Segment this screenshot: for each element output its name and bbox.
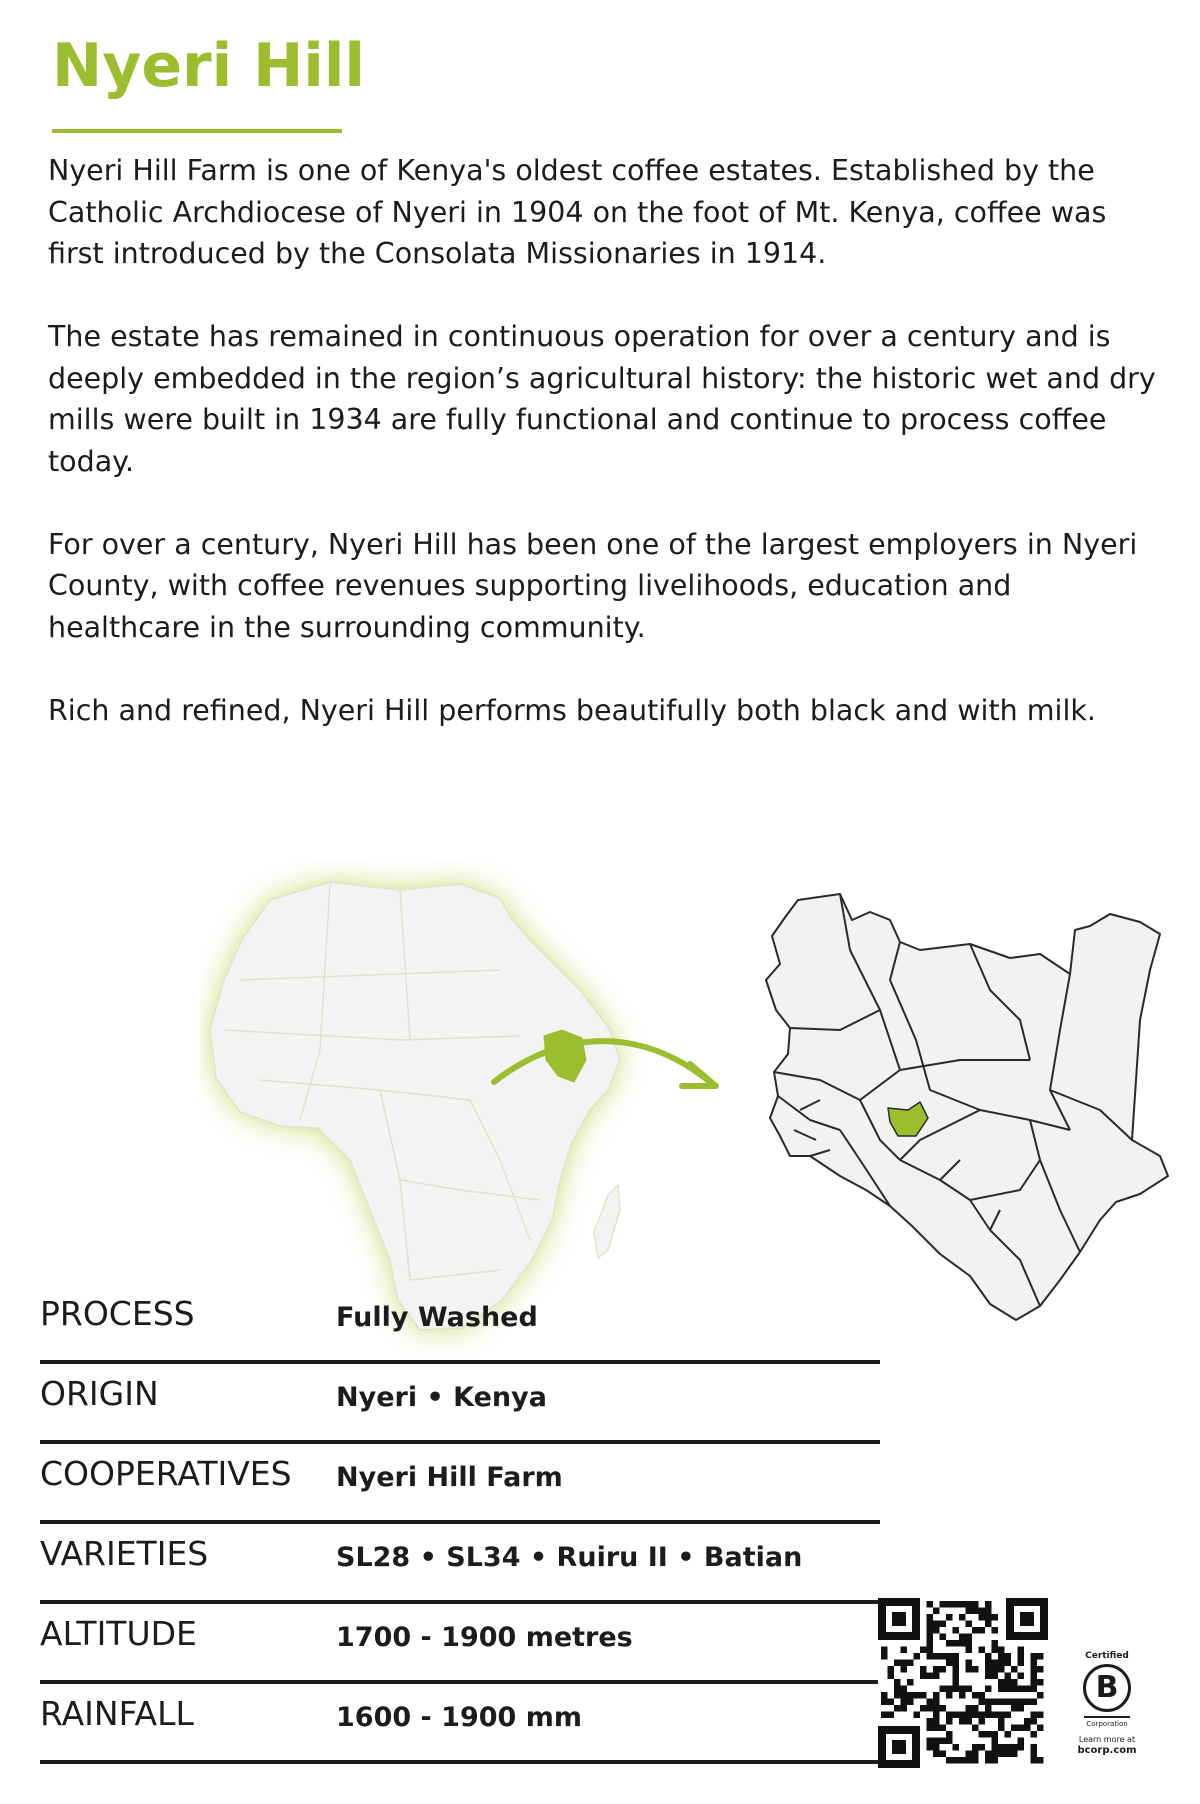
qr-module <box>1024 1718 1031 1725</box>
qr-module <box>927 1614 934 1621</box>
qr-module <box>953 1640 960 1647</box>
qr-module <box>972 1627 979 1634</box>
qr-module <box>907 1692 914 1699</box>
qr-module <box>979 1718 986 1725</box>
spec-value-varieties: SL28 • SL34 • Ruiru II • Batian <box>336 1542 803 1573</box>
qr-module <box>998 1660 1005 1667</box>
spec-row-varieties <box>40 1526 880 1604</box>
qr-module <box>933 1621 940 1628</box>
qr-module <box>979 1627 986 1634</box>
qr-module <box>927 1738 934 1745</box>
spec-row-rainfall <box>40 1686 880 1764</box>
qr-module <box>920 1673 927 1680</box>
intro-paragraph-3: For over a century, Nyeri Hill has been one of the largest employers in Nyeri County, with coffee revenues supporting livelihoods, education and healthcare in the surrounding community. <box>48 527 1138 644</box>
qr-module <box>992 1751 999 1758</box>
qr-module <box>888 1673 895 1680</box>
qr-module <box>1037 1692 1044 1699</box>
spec-row-origin <box>40 1366 880 1444</box>
qr-module <box>901 1705 908 1712</box>
qr-module <box>946 1712 953 1719</box>
qr-module <box>972 1608 979 1615</box>
qr-module <box>1011 1699 1018 1706</box>
qr-module <box>1037 1679 1044 1686</box>
qr-module <box>1031 1660 1038 1667</box>
qr-module <box>985 1699 992 1706</box>
qr-module <box>933 1712 940 1719</box>
qr-module <box>972 1601 979 1608</box>
qr-module <box>1018 1647 1025 1654</box>
qr-module <box>966 1608 973 1615</box>
qr-module <box>972 1751 979 1758</box>
qr-module <box>914 1692 921 1699</box>
qr-module <box>1031 1718 1038 1725</box>
qr-module <box>933 1718 940 1725</box>
spec-label-rainfall: RAINFALL <box>40 1694 194 1733</box>
qr-module <box>940 1601 947 1608</box>
qr-module <box>881 1712 888 1719</box>
qr-module <box>1018 1673 1025 1680</box>
page-title: Nyeri Hill <box>52 31 365 101</box>
qr-module <box>1024 1686 1031 1693</box>
qr-module <box>979 1614 986 1621</box>
qr-module <box>1031 1653 1038 1660</box>
qr-module <box>1031 1744 1038 1751</box>
qr-module <box>953 1744 960 1751</box>
qr-module <box>992 1647 999 1654</box>
qr-module <box>907 1699 914 1706</box>
qr-module <box>985 1666 992 1673</box>
qr-module <box>998 1712 1005 1719</box>
qr-module <box>881 1653 888 1660</box>
kenya-map <box>766 894 1168 1320</box>
qr-module <box>946 1738 953 1745</box>
qr-module <box>985 1614 992 1621</box>
qr-module <box>907 1660 914 1667</box>
qr-module <box>1018 1725 1025 1732</box>
qr-module <box>1018 1686 1025 1693</box>
qr-module <box>985 1621 992 1628</box>
spec-row-process <box>40 1286 880 1364</box>
qr-module <box>888 1666 895 1673</box>
qr-module <box>1005 1751 1012 1758</box>
qr-module <box>966 1634 973 1641</box>
qr-module <box>1031 1699 1038 1706</box>
qr-module <box>946 1660 953 1667</box>
qr-module <box>901 1699 908 1706</box>
qr-module <box>946 1601 953 1608</box>
qr-module <box>927 1725 934 1732</box>
qr-module <box>1031 1666 1038 1673</box>
qr-module <box>953 1601 960 1608</box>
bcorp-learn-more: Learn more at <box>1078 1735 1136 1744</box>
qr-module <box>966 1647 973 1654</box>
qr-module <box>927 1673 934 1680</box>
qr-module <box>927 1601 934 1608</box>
bcorp-divider <box>1084 1716 1130 1718</box>
qr-module <box>914 1653 921 1660</box>
qr-module <box>940 1653 947 1660</box>
qr-module <box>985 1757 992 1764</box>
qr-module <box>992 1731 999 1738</box>
qr-module <box>940 1705 947 1712</box>
qr-module <box>959 1692 966 1699</box>
spec-label-altitude: ALTITUDE <box>40 1614 197 1653</box>
qr-module <box>966 1640 973 1647</box>
qr-module <box>1011 1666 1018 1673</box>
bcorp-logo-icon <box>1062 1650 1152 1760</box>
qr-module <box>946 1614 953 1621</box>
qr-module <box>1005 1686 1012 1693</box>
qr-module <box>940 1738 947 1745</box>
spec-table <box>40 1286 880 1766</box>
qr-module <box>1037 1725 1044 1732</box>
qr-module <box>998 1725 1005 1732</box>
qr-module <box>1005 1679 1012 1686</box>
qr-module <box>1031 1751 1038 1758</box>
bcorp-site-link[interactable]: bcorp.com <box>1077 1745 1137 1756</box>
qr-module <box>953 1686 960 1693</box>
intro-paragraph-1: Nyeri Hill Farm is one of Kenya's oldest coffee estates. Established by the Catholic Archdiocese of Nyeri in 1904 on the foot of Mt. Kenya, coffee was first introduced by the Consolata Missionaries in 1914. <box>48 154 1107 270</box>
qr-module <box>1005 1731 1012 1738</box>
qr-module <box>946 1692 953 1699</box>
qr-module <box>901 1666 908 1673</box>
qr-module <box>933 1705 940 1712</box>
qr-module <box>940 1634 947 1641</box>
qr-module <box>966 1712 973 1719</box>
intro-paragraph-2: The estate has remained in continuous operation for over a century and is deeply embedded in the region’s agricultural history: the historic wet and dry mills were built in 1934 are fully functional and continue to process coffee today. <box>48 320 1156 478</box>
qr-module <box>953 1757 960 1764</box>
qr-module <box>1031 1679 1038 1686</box>
qr-module <box>992 1757 999 1764</box>
qr-module <box>1037 1757 1044 1764</box>
qr-module <box>966 1757 973 1764</box>
qr-module <box>953 1666 960 1673</box>
qr-module <box>1005 1660 1012 1667</box>
qr-module <box>894 1705 901 1712</box>
qr-module <box>901 1686 908 1693</box>
qr-code-icon[interactable] <box>878 1598 1048 1768</box>
qr-module <box>933 1725 940 1732</box>
qr-module <box>985 1601 992 1608</box>
qr-module <box>940 1621 947 1628</box>
qr-module <box>881 1699 888 1706</box>
qr-module <box>927 1627 934 1634</box>
qr-module <box>940 1666 947 1673</box>
bcorp-certified-label: Certified <box>1085 1651 1129 1661</box>
qr-module <box>985 1705 992 1712</box>
qr-module <box>972 1666 979 1673</box>
qr-module <box>1011 1751 1018 1758</box>
qr-module <box>927 1699 934 1706</box>
qr-module <box>979 1692 986 1699</box>
africa-map <box>210 882 620 1330</box>
intro-text <box>48 150 1158 773</box>
qr-module <box>1031 1757 1038 1764</box>
qr-module <box>985 1751 992 1758</box>
qr-module <box>979 1744 986 1751</box>
qr-module <box>933 1738 940 1745</box>
qr-module <box>933 1744 940 1751</box>
qr-module <box>998 1679 1005 1686</box>
spec-label-origin: ORIGIN <box>40 1374 159 1413</box>
qr-module <box>966 1751 973 1758</box>
qr-module <box>933 1653 940 1660</box>
qr-module <box>992 1712 999 1719</box>
qr-module <box>1024 1725 1031 1732</box>
qr-module <box>946 1640 953 1647</box>
qr-module <box>940 1686 947 1693</box>
qr-module <box>998 1653 1005 1660</box>
qr-module <box>972 1692 979 1699</box>
qr-module <box>1018 1738 1025 1745</box>
qr-module <box>959 1686 966 1693</box>
qr-module <box>985 1608 992 1615</box>
qr-module <box>940 1751 947 1758</box>
qr-module <box>992 1627 999 1634</box>
qr-module <box>946 1653 953 1660</box>
qr-module <box>992 1614 999 1621</box>
bcorp-b-mark: B <box>1083 1664 1131 1712</box>
qr-module <box>933 1692 940 1699</box>
qr-module <box>927 1744 934 1751</box>
qr-module <box>998 1699 1005 1706</box>
qr-module <box>1011 1744 1018 1751</box>
qr-module <box>998 1666 1005 1673</box>
spec-value-cooperatives: Nyeri Hill Farm <box>336 1462 563 1493</box>
qr-module <box>985 1712 992 1719</box>
qr-module <box>992 1673 999 1680</box>
qr-module <box>1011 1705 1018 1712</box>
qr-module <box>966 1621 973 1628</box>
qr-module <box>959 1634 966 1641</box>
qr-module <box>992 1640 999 1647</box>
qr-module <box>998 1686 1005 1693</box>
qr-module <box>1037 1653 1044 1660</box>
qr-module <box>920 1692 927 1699</box>
qr-module <box>1005 1699 1012 1706</box>
qr-module <box>985 1653 992 1660</box>
qr-module <box>985 1686 992 1693</box>
qr-module <box>888 1699 895 1706</box>
qr-module <box>992 1660 999 1667</box>
qr-module <box>992 1699 999 1706</box>
qr-module <box>972 1712 979 1719</box>
spec-value-altitude: 1700 - 1900 metres <box>336 1622 633 1653</box>
qr-module <box>979 1712 986 1719</box>
qr-module <box>1005 1673 1012 1680</box>
qr-module <box>953 1712 960 1719</box>
qr-module <box>966 1660 973 1667</box>
qr-module <box>901 1647 908 1654</box>
qr-module <box>1018 1705 1025 1712</box>
qr-module <box>1037 1712 1044 1719</box>
qr-module <box>920 1666 927 1673</box>
qr-module <box>920 1647 927 1654</box>
qr-module <box>914 1712 921 1719</box>
qr-module <box>933 1608 940 1615</box>
qr-module <box>985 1673 992 1680</box>
qr-module <box>894 1686 901 1693</box>
spec-value-origin: Nyeri • Kenya <box>336 1382 547 1413</box>
qr-module <box>933 1751 940 1758</box>
qr-module <box>927 1621 934 1628</box>
qr-module <box>972 1744 979 1751</box>
spec-row-altitude <box>40 1606 880 1684</box>
qr-module <box>998 1647 1005 1654</box>
qr-module <box>901 1660 908 1667</box>
spec-label-cooperatives: COOPERATIVES <box>40 1454 292 1493</box>
qr-module <box>1031 1731 1038 1738</box>
qr-module <box>894 1660 901 1667</box>
qr-module <box>1005 1712 1012 1719</box>
qr-module <box>992 1666 999 1673</box>
qr-module <box>972 1705 979 1712</box>
qr-module <box>933 1627 940 1634</box>
qr-module <box>901 1692 908 1699</box>
qr-module <box>972 1757 979 1764</box>
qr-module <box>985 1660 992 1667</box>
qr-module <box>959 1640 966 1647</box>
qr-module <box>927 1705 934 1712</box>
qr-module <box>959 1614 966 1621</box>
qr-module <box>1031 1686 1038 1693</box>
spec-label-process: PROCESS <box>40 1294 195 1333</box>
qr-module <box>927 1634 934 1641</box>
qr-module <box>953 1679 960 1686</box>
qr-module <box>1024 1699 1031 1706</box>
qr-module <box>927 1647 934 1654</box>
qr-module <box>979 1731 986 1738</box>
qr-module <box>985 1731 992 1738</box>
spec-row-cooperatives <box>40 1446 880 1524</box>
qr-module <box>946 1686 953 1693</box>
qr-module <box>1011 1679 1018 1686</box>
qr-module <box>953 1627 960 1634</box>
qr-module <box>992 1744 999 1751</box>
spec-value-rainfall: 1600 - 1900 mm <box>336 1702 582 1733</box>
qr-module <box>1011 1725 1018 1732</box>
qr-module <box>927 1718 934 1725</box>
qr-module <box>992 1738 999 1745</box>
qr-module <box>953 1673 960 1680</box>
qr-module <box>940 1725 947 1732</box>
qr-module <box>1005 1744 1012 1751</box>
qr-module <box>979 1608 986 1615</box>
qr-module <box>927 1640 934 1647</box>
qr-module <box>946 1757 953 1764</box>
qr-module <box>1031 1673 1038 1680</box>
qr-module <box>966 1718 973 1725</box>
qr-module <box>888 1712 895 1719</box>
qr-module <box>1031 1712 1038 1719</box>
qr-module <box>998 1751 1005 1758</box>
intro-paragraph-4: Rich and refined, Nyeri Hill performs beautifully both black and with milk. <box>48 693 1096 727</box>
qr-module <box>959 1601 966 1608</box>
qr-module <box>966 1666 973 1673</box>
qr-module <box>953 1660 960 1667</box>
qr-module <box>933 1673 940 1680</box>
qr-module <box>998 1718 1005 1725</box>
qr-module <box>920 1705 927 1712</box>
qr-module <box>959 1757 966 1764</box>
qr-module <box>998 1744 1005 1751</box>
qr-module <box>1018 1744 1025 1751</box>
qr-module <box>979 1699 986 1706</box>
qr-module <box>881 1647 888 1654</box>
qr-module <box>881 1692 888 1699</box>
qr-module <box>1018 1699 1025 1706</box>
qr-module <box>966 1705 973 1712</box>
qr-module <box>953 1653 960 1660</box>
qr-module <box>1011 1686 1018 1693</box>
bcorp-corporation-label: Corporation <box>1086 1720 1128 1728</box>
qr-module <box>1005 1653 1012 1660</box>
spec-value-process: Fully Washed <box>336 1302 538 1333</box>
qr-module <box>933 1699 940 1706</box>
qr-module <box>927 1653 934 1660</box>
qr-module <box>959 1718 966 1725</box>
qr-module <box>946 1731 953 1738</box>
qr-module <box>894 1692 901 1699</box>
qr-module <box>959 1712 966 1719</box>
qr-module <box>946 1718 953 1725</box>
title-underline <box>52 129 342 133</box>
qr-module <box>979 1647 986 1654</box>
qr-module <box>966 1686 973 1693</box>
qr-module <box>907 1679 914 1686</box>
qr-module <box>1018 1660 1025 1667</box>
qr-module <box>966 1601 973 1608</box>
qr-module <box>1037 1666 1044 1673</box>
qr-module <box>933 1666 940 1673</box>
spec-label-varieties: VARIETIES <box>40 1534 209 1573</box>
qr-module <box>1018 1653 1025 1660</box>
qr-module <box>894 1679 901 1686</box>
qr-module <box>972 1725 979 1732</box>
